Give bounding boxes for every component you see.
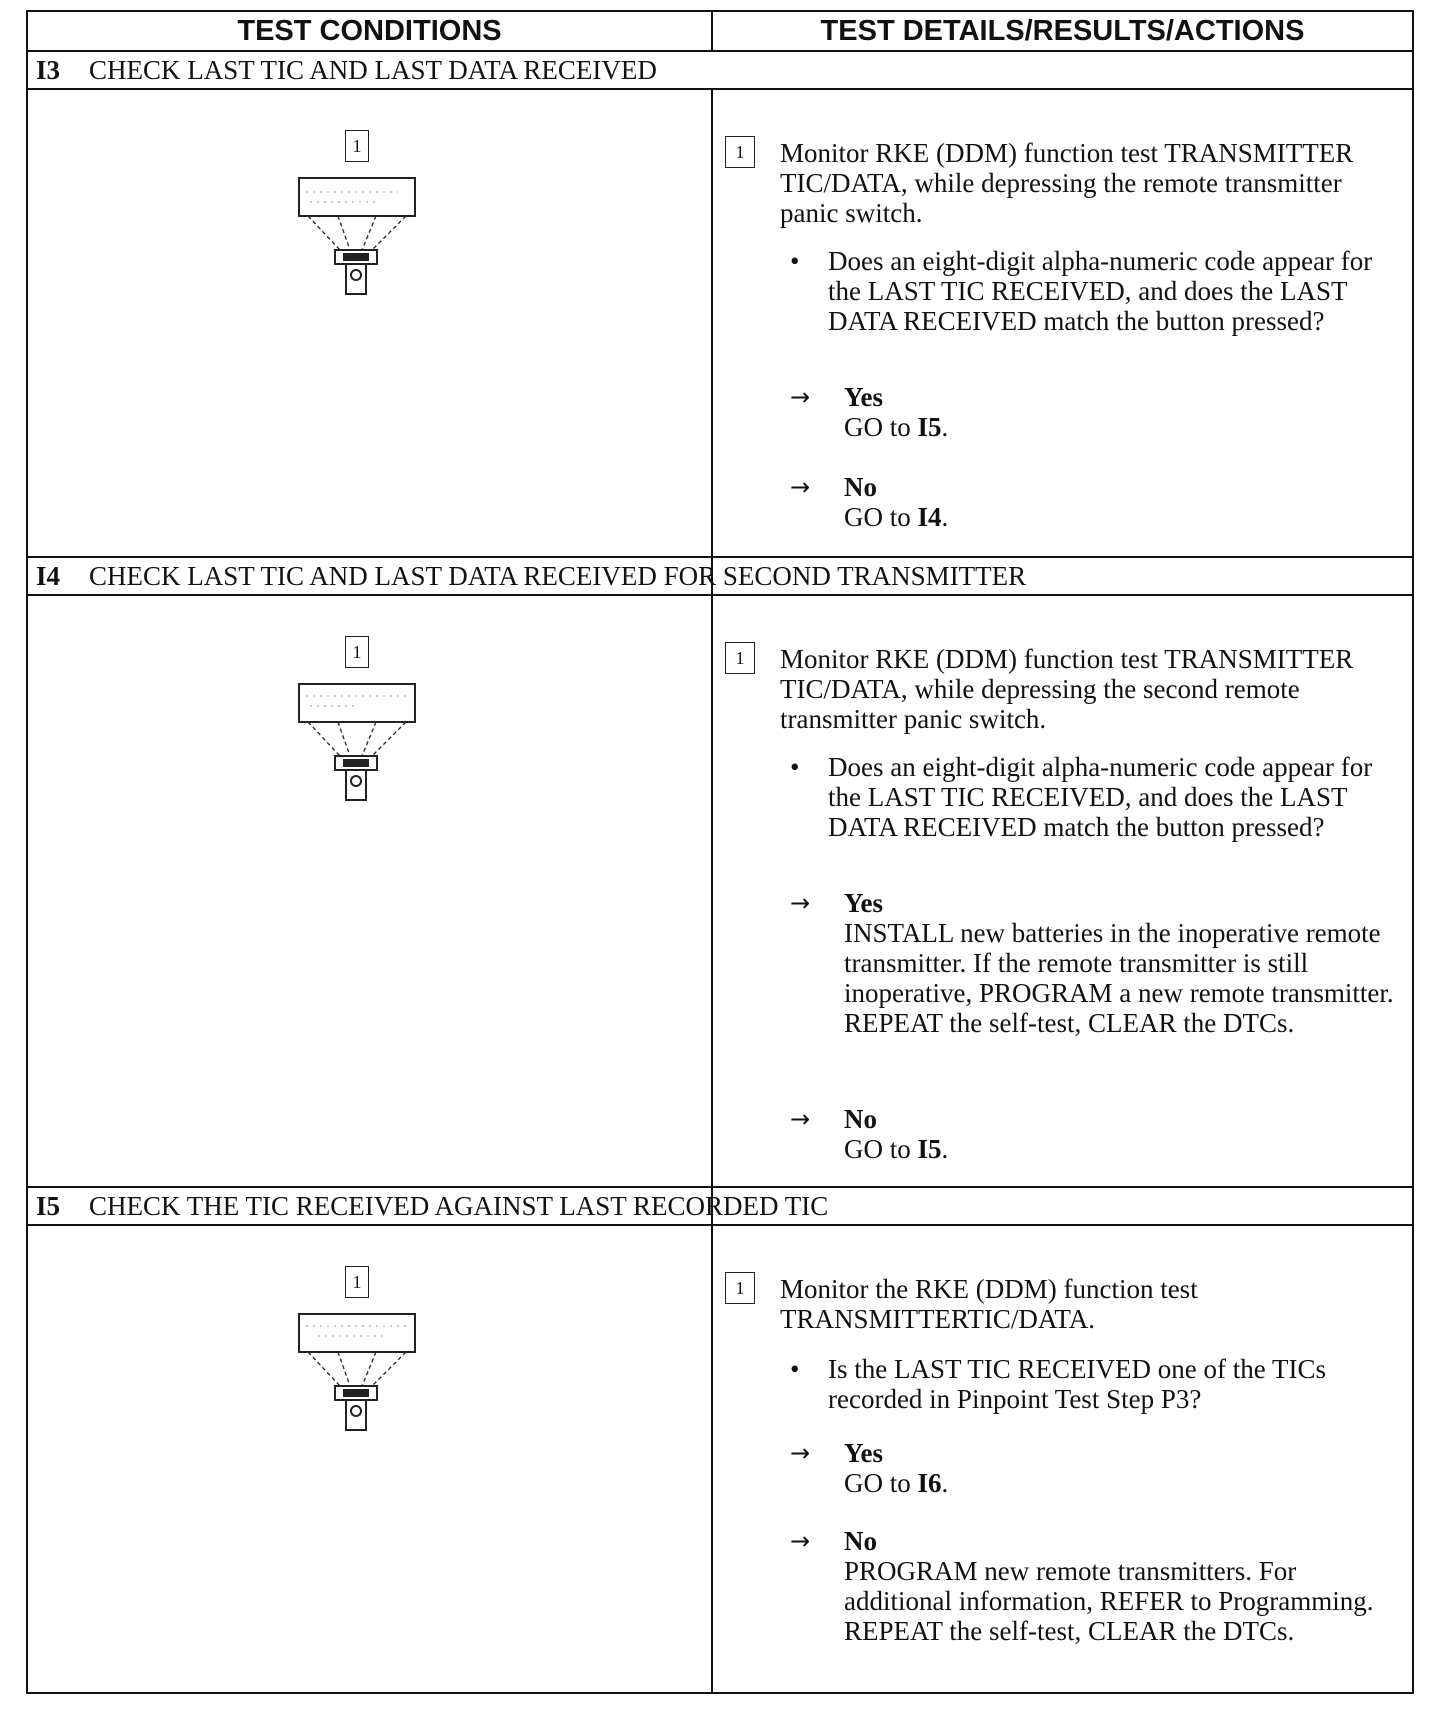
illustration-tag: 1 [345,636,369,668]
step-tag: 1 [725,642,755,674]
step-header-i3 [28,52,1412,90]
header-test-conditions: TEST CONDITIONS [28,12,711,52]
action-prefix: GO to [844,502,918,532]
step-reference-link[interactable]: I5 [917,1134,942,1164]
illustration-tag: 1 [345,1266,369,1298]
scan-tool-illustration [298,1266,428,1446]
arrow-icon: → [790,1527,811,1555]
step-instruction: Monitor the RKE (DDM) function test TRANSMITTERTIC/DATA. [780,1274,1198,1334]
scan-tool-icon [298,1266,428,1446]
step-id: I3 [36,54,61,85]
result-action [844,502,1404,532]
scan-tool-illustration [298,636,428,816]
result-label: Yes [844,888,883,918]
step-details-i3 [718,132,1408,562]
step-title: CHECK THE TIC RECEIVED AGAINST LAST RECORDED TIC [89,1190,829,1221]
step-tag: 1 [725,136,755,168]
action-suffix: . [941,412,949,442]
result-action [844,1134,1404,1164]
step-details-i4 [718,638,1408,1198]
question-text: Does an eight-digit alpha-numeric code appear for the LAST TIC RECEIVED, and does the LAST DATA RECEIVED match the button pressed? [828,752,1373,842]
action-suffix: . [941,502,949,532]
result-action [844,1468,1404,1498]
step-details-i5 [718,1268,1408,1698]
action-prefix: GO to [844,1134,918,1164]
bullet-icon: • [790,246,800,276]
result-label: No [844,1104,877,1134]
step-instruction: Monitor RKE (DDM) function test TRANSMITTER TIC/DATA, while depressing the second remote transmitter panic switch. [780,644,1354,734]
arrow-icon: → [790,1105,811,1133]
step-reference-link[interactable]: I4 [917,502,942,532]
arrow-icon: → [790,473,811,501]
scan-tool-illustration [298,130,428,310]
scan-tool-icon [298,130,428,310]
step-tag: 1 [725,1272,755,1304]
illustration-tag: 1 [345,130,369,162]
scan-tool-icon [298,636,428,816]
column-divider [711,12,713,1694]
result-action [844,412,1404,442]
arrow-icon: → [790,1439,811,1467]
result-label: Yes [844,382,883,412]
action-suffix: . [941,1134,949,1164]
action-prefix: GO to [844,412,918,442]
step-reference-link[interactable]: I5 [917,412,942,442]
test-table [26,10,1414,1694]
action-prefix: GO to [844,1468,918,1498]
result-label: Yes [844,1438,883,1468]
question-text: Is the LAST TIC RECEIVED one of the TICs recorded in Pinpoint Test Step P3? [828,1354,1326,1414]
result-action: PROGRAM new remote transmitters. For additional information, REFER to Programming. REPEAT the self-test, CLEAR the DTCs. [844,1556,1374,1646]
arrow-icon: → [790,889,811,917]
step-id: I4 [36,560,61,591]
question-text: Does an eight-digit alpha-numeric code appear for the LAST TIC RECEIVED, and does the LAST DATA RECEIVED match the button pressed? [828,246,1373,336]
step-reference-link[interactable]: I6 [917,1468,942,1498]
arrow-icon: → [790,383,811,411]
bullet-icon: • [790,752,800,782]
action-suffix: . [941,1468,949,1498]
step-instruction: Monitor RKE (DDM) function test TRANSMITTER TIC/DATA, while depressing the remote transmitter panic switch. [780,138,1354,228]
result-label: No [844,1526,877,1556]
step-header-i4 [28,558,1412,596]
bullet-icon: • [790,1354,800,1384]
step-id: I5 [36,1190,61,1221]
step-header-i5 [28,1188,1412,1226]
result-action: INSTALL new batteries in the inoperative remote transmitter. If the remote transmitter is still inoperative, PROGRAM a new remote transmitter. REPEAT the self-test, CLEAR the DTCs. [844,918,1394,1038]
result-label: No [844,472,877,502]
step-title: CHECK LAST TIC AND LAST DATA RECEIVED FOR SECOND TRANSMITTER [89,560,1027,591]
step-title: CHECK LAST TIC AND LAST DATA RECEIVED [89,54,657,85]
header-test-details: TEST DETAILS/RESULTS/ACTIONS [713,12,1412,52]
